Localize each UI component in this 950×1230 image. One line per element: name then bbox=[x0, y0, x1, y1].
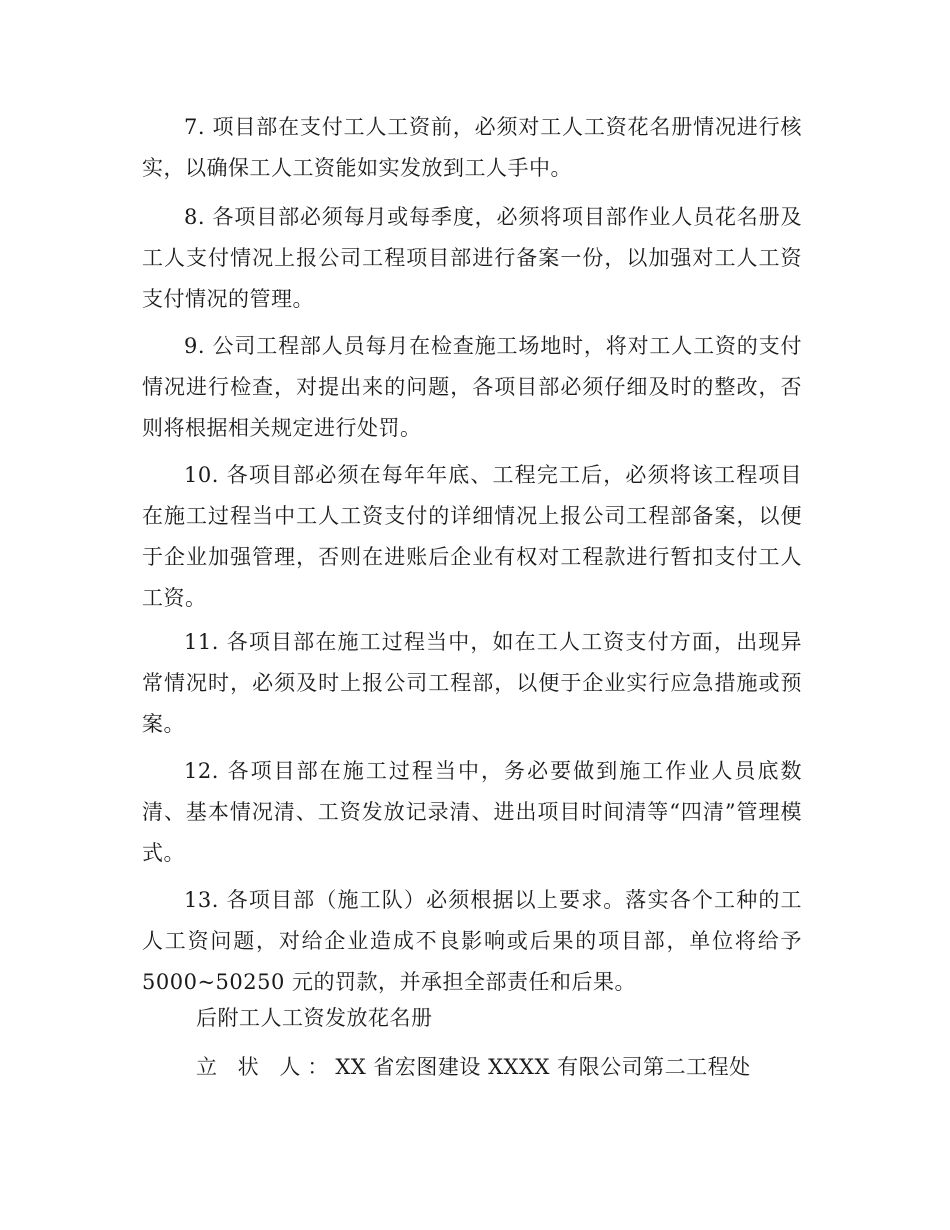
signer-name: XX 省宏图建设 XXXX 有限公司第二工程处 bbox=[335, 1055, 751, 1079]
clause-7-paragraph: 7. 项目部在支付工人工资前，必须对工人工资花名册情况进行核实，以确保工人工资能如实发放到工人手中。 bbox=[142, 115, 802, 180]
clause-12-paragraph: 12. 各项目部在施工过程当中，务必要做到施工作业人员底数清、基本情况清、工资发放记录清、进出项目时间清等“四清”管理模式。 bbox=[142, 759, 802, 865]
clause-13-paragraph: 13. 各项目部（施工队）必须根据以上要求。落实各个工种的工人工资问题，对给企业造成不良影响或后果的项目部，单位将给予5000~50250 元的罚款，并承担全部责任和后果。 bbox=[142, 888, 802, 994]
signer-label: 立 状 人： bbox=[196, 1055, 336, 1079]
signer-line bbox=[196, 1047, 751, 1088]
clause-9-paragraph: 9. 公司工程部人员每月在检查施工场地时，将对工人工资的支付情况进行检查，对提出来的问题，各项目部必须仔细及时的整改，否则将根据相关规定进行处罚。 bbox=[142, 334, 802, 440]
attachment-note: 后附工人工资发放花名册 bbox=[196, 1006, 433, 1030]
clause-11-paragraph: 11. 各项目部在施工过程当中，如在工人工资支付方面，出现异常情况时，必须及时上报公司工程部，以便于企业实行应急措施或预案。 bbox=[142, 630, 802, 736]
clause-10-paragraph: 10. 各项目部必须在每年年底、工程完工后，必须将该工程项目在施工过程当中工人工资支付的详细情况上报公司工程部备案，以便于企业加强管理，否则在进账后企业有权对工程款进行暂扣支付工人工资。 bbox=[142, 463, 802, 610]
clause-8-paragraph: 8. 各项目部必须每月或每季度，必须将项目部作业人员花名册及工人支付情况上报公司工程项目部进行备案一份，以加强对工人工资支付情况的管理。 bbox=[142, 205, 802, 311]
